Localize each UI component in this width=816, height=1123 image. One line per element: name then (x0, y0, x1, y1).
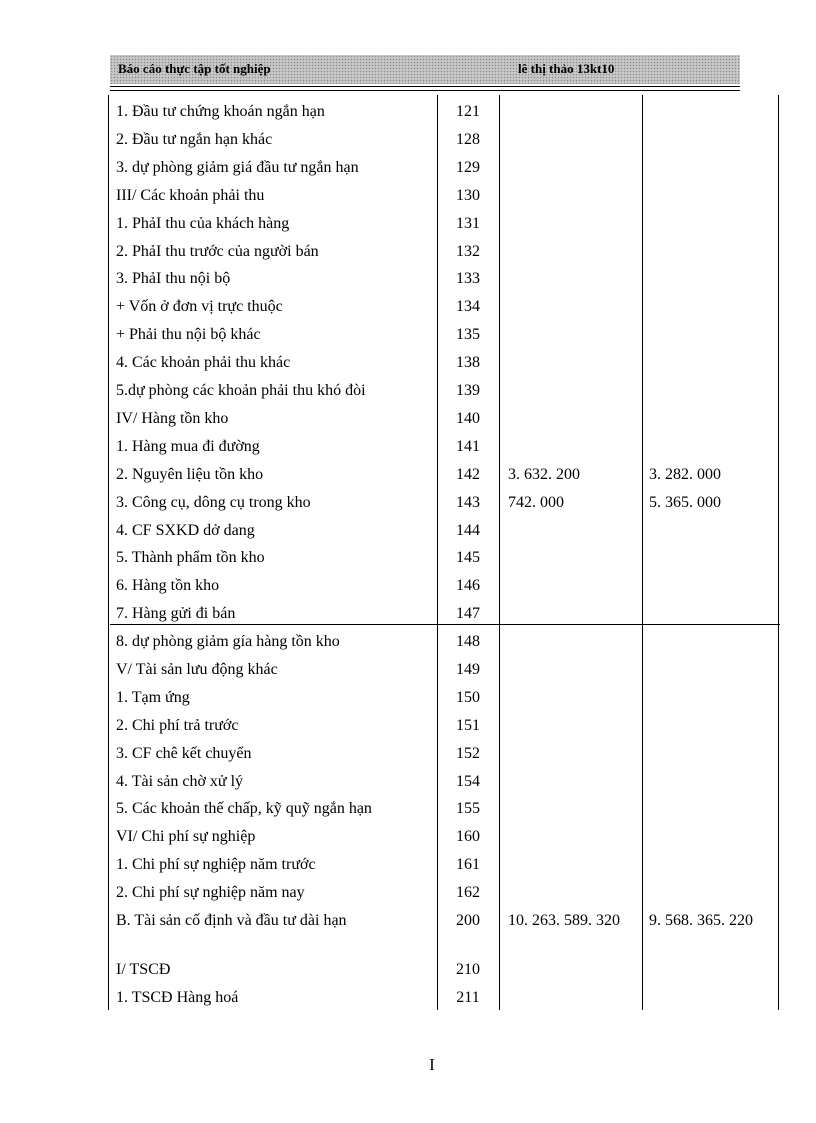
row-label: 8. dự phòng giảm gía hàng tồn kho (116, 633, 340, 650)
row-code: 146 (456, 577, 480, 595)
row-label: III/ Các khoản phải thu (116, 186, 265, 204)
row-code: 151 (456, 716, 480, 734)
row-code: 154 (456, 772, 480, 790)
row-label: 4. Tài sản chờ xử lý (116, 772, 244, 790)
row-code: 141 (456, 437, 480, 455)
table-border-left (108, 95, 109, 1010)
row-label: 6. Hàng tồn kho (116, 577, 220, 595)
row-label: 3. dự phòng giảm giá đầu tư ngắn hạn (116, 158, 359, 176)
row-label: V/ Tài sản lưu động khác (116, 660, 278, 678)
table-column-divider (499, 95, 500, 1010)
row-label: 7. Hàng gửi đi bán (116, 605, 236, 623)
table-border-right (778, 95, 779, 1010)
row-label: 1. Chi phí sự nghiệp năm trước (116, 856, 316, 874)
row-label: 5. Các khoản thế chấp, kỹ quỹ ngắn hạn (116, 800, 372, 818)
header-rule-thin (110, 90, 740, 91)
row-code: 155 (456, 800, 480, 818)
row-label: I/ TSCĐ (116, 960, 171, 978)
row-code: 149 (456, 660, 480, 678)
row-label: 1. PhảI thu của khách hàng (116, 214, 290, 232)
row-code: 131 (456, 214, 480, 232)
page-header (110, 55, 740, 84)
row-label: IV/ Hàng tồn kho (116, 409, 229, 427)
row-label: 2. PhảI thu trước của người bán (116, 242, 319, 260)
row-label: 3. PhảI thu nội bộ (116, 270, 231, 288)
row-label: 4. CF SXKD dở dang (116, 521, 255, 539)
row-code: 145 (456, 549, 480, 567)
row-label: B. Tài sản cố định và đầu tư dài hạn (116, 912, 347, 929)
row-label: 2. Chi phí trả trước (116, 716, 239, 734)
row-label: 1. Hàng mua đi đường (116, 437, 260, 455)
row-code: 121 (456, 103, 480, 120)
row-code: 128 (456, 130, 480, 148)
row-label: 5. Thành phẩm tồn kho (116, 549, 265, 567)
row-label: 2. Đầu tư ngắn hạn khác (116, 130, 273, 148)
row-value-end: 9. 568. 365. 220 (649, 912, 753, 929)
table-row-separator (110, 624, 780, 625)
row-code: 139 (456, 382, 480, 399)
row-value-end: 5. 365. 000 (649, 493, 721, 511)
row-code: 148 (456, 633, 480, 650)
row-code: 140 (456, 409, 480, 427)
row-code: 129 (456, 158, 480, 176)
row-label: + Phải thu nội bộ khác (116, 326, 261, 344)
row-label: 2. Chi phí sự nghiệp năm nay (116, 884, 305, 902)
header-report-title: Báo cáo thực tập tốt nghiệp (118, 61, 271, 76)
row-code: 133 (456, 270, 480, 288)
row-code: 142 (456, 465, 480, 483)
row-value-begin: 10. 263. 589. 320 (508, 912, 620, 929)
row-label: 1. Tạm ứng (116, 688, 190, 706)
row-code: 162 (456, 884, 480, 902)
row-label: 4. Các khoản phải thu khác (116, 354, 291, 372)
row-code: 147 (456, 605, 480, 623)
row-code: 130 (456, 186, 480, 204)
row-label: 1. TSCĐ Hàng hoá (116, 988, 239, 1006)
header-author: lê thị thảo 13kt10 (518, 61, 615, 76)
row-code: 135 (456, 326, 480, 344)
table-column-divider (642, 95, 643, 1010)
row-code: 200 (456, 912, 480, 929)
row-label: 2. Nguyên liệu tồn kho (116, 465, 264, 483)
row-code: 150 (456, 688, 480, 706)
row-label: 1. Đầu tư chứng khoán ngắn hạn (116, 103, 325, 120)
row-code: 138 (456, 354, 480, 372)
row-value-begin: 3. 632. 200 (508, 465, 580, 483)
row-code: 134 (456, 298, 480, 316)
row-label: + Vốn ở đơn vị trực thuộc (116, 298, 283, 316)
row-code: 152 (456, 744, 480, 762)
row-code: 160 (456, 828, 480, 846)
row-code: 132 (456, 242, 480, 260)
row-value-begin: 742. 000 (508, 493, 564, 511)
row-code: 211 (456, 988, 480, 1006)
row-code: 161 (456, 856, 480, 874)
row-code: 144 (456, 521, 480, 539)
row-label: VI/ Chi phí sự nghiệp (116, 828, 256, 846)
row-label: 3. Công cụ, dông cụ trong kho (116, 493, 311, 511)
row-label: 3. CF chê kết chuyển (116, 744, 252, 762)
row-code: 210 (456, 960, 480, 978)
page-number: I (429, 1055, 435, 1074)
row-value-end: 3. 282. 000 (649, 465, 721, 483)
row-label: 5.dự phòng các khoản phải thu khó đòi (116, 382, 366, 399)
row-code: 143 (456, 493, 480, 511)
header-rule-thick (110, 86, 740, 87)
